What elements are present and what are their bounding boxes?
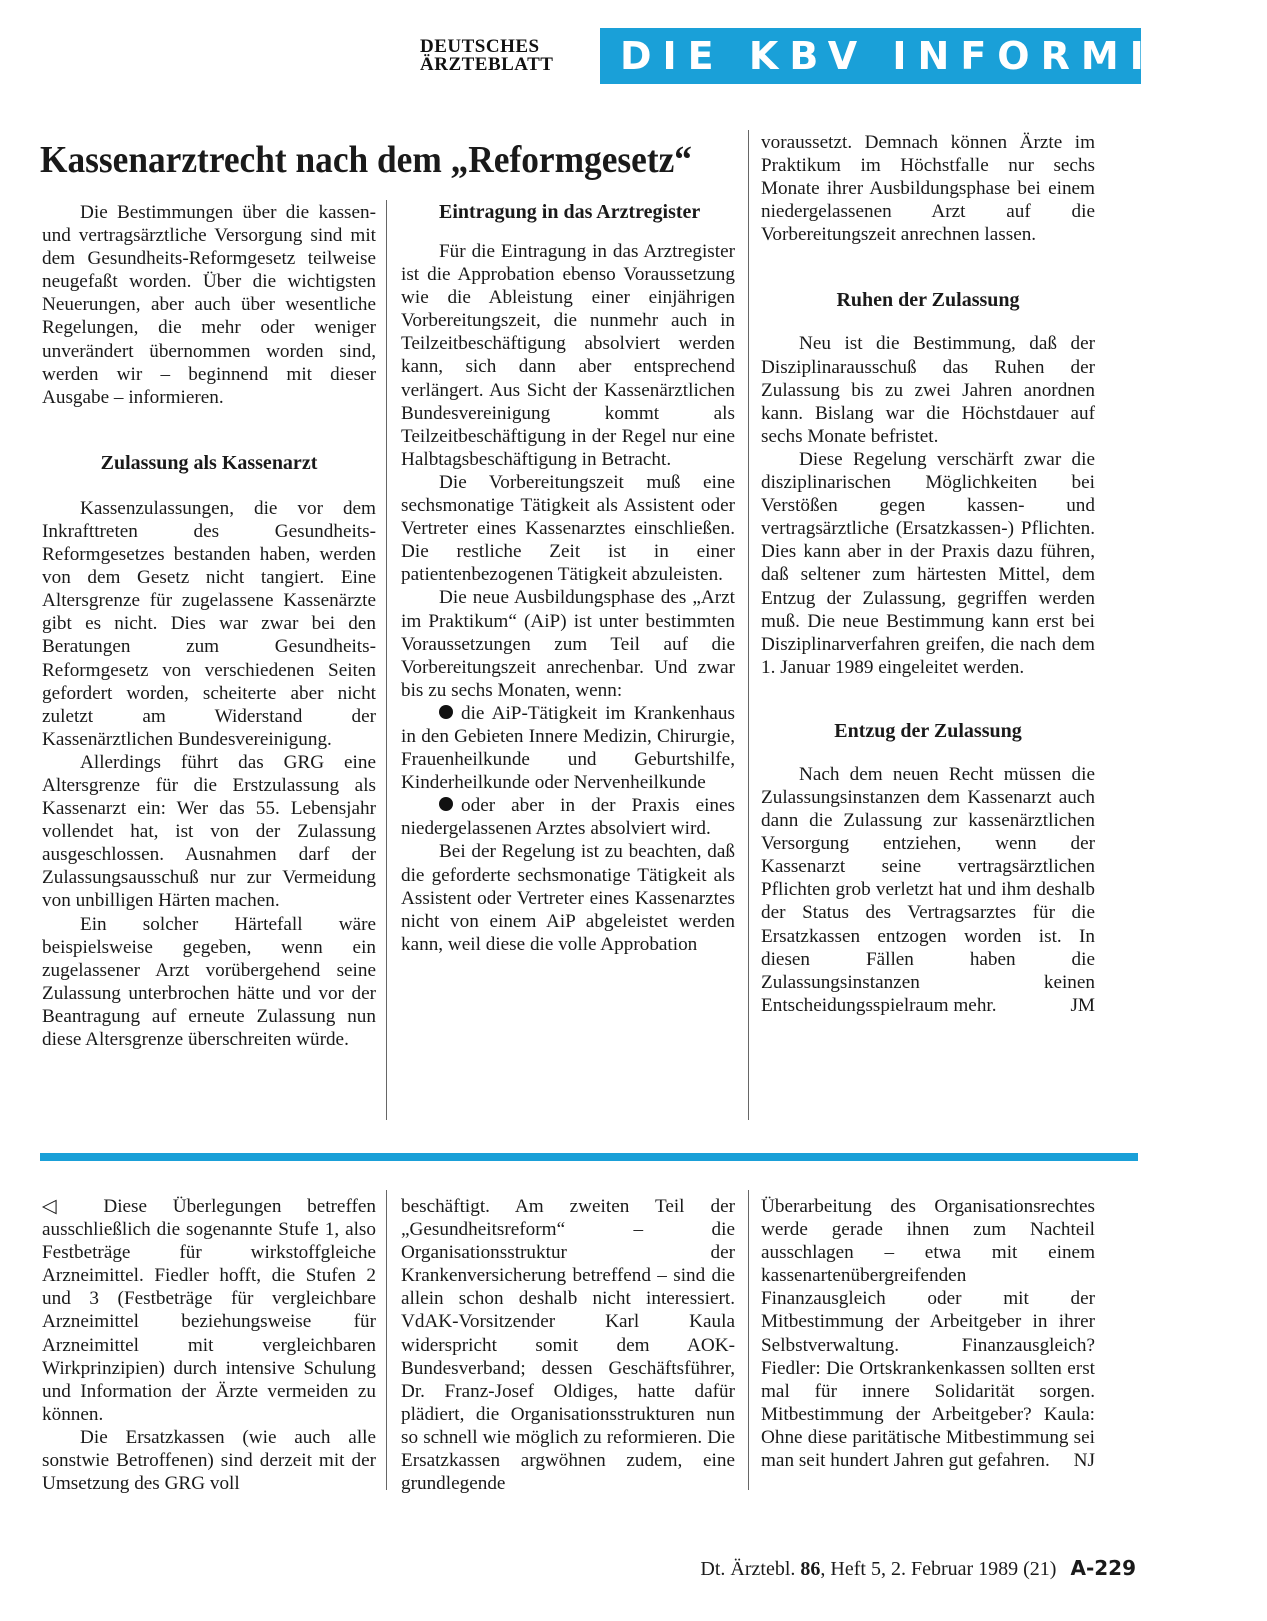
paragraph: Ein solcher Härtefall wäre beispielsweise gegeben, wenn ein zugelassener Arzt vorübergehend seine Zulassung unterbrochen hätte und vor der Beantragung auf erneute Zulassung nun diese Altersgrenze überschreiten würde. bbox=[42, 913, 376, 1050]
paragraph: Kassenzulassungen, die vor dem Inkrafttreten des Gesundheits-Reformgesetzes bestanden haben, werden von dem Gesetz nicht tangiert. Eine Altersgrenze für zugelassene Kassenärzte gibt es nicht. Dies war zwar bei den Beratungen zum Gesundheits-Reformgesetz von verschiedenen Seiten gefordert worden, scheiterte aber nicht zuletzt am Widerstand der Kassenärztlichen Bundesvereinigung. bbox=[42, 497, 376, 750]
list-item-text: oder aber in der Praxis eines niedergelassenen Arztes absolviert wird. bbox=[401, 795, 735, 840]
paragraph: Neu ist die Bestimmung, daß der Disziplinarausschuß das Ruhen der Zulassung bis zu zwei Jahren anordnen kann. Bislang war die Höchstdauer auf sechs Monate befristet. bbox=[761, 333, 1095, 447]
list-item bbox=[401, 702, 735, 794]
logo-line-1: DEUTSCHES bbox=[420, 36, 540, 57]
bullet-icon bbox=[439, 705, 453, 719]
page-footer bbox=[626, 1556, 1136, 1581]
paragraph: Diese Regelung verschärft zwar die disziplinarischen Möglichkeiten bei Verstößen gegen kassen- und vertragsärztliche (Ersatzkassen-) Pflichten. Dies kann aber in der Praxis dazu führen, daß seltener zum härtesten Mittel, dem Entzug der Zulassung, gegriffen werden muß. Die neue Bestimmung kann erst bei Disziplinarverfahren greifen, die nach dem 1. Januar 1989 eingeleitet werden. bbox=[761, 448, 1095, 678]
column-divider bbox=[748, 1190, 749, 1490]
section-banner: DIE KBV INFORMIERT bbox=[600, 28, 1141, 84]
paragraph bbox=[761, 1195, 1095, 1472]
paragraph: Allerdings führt das GRG eine Altersgrenze für die Erstzulassung als Kassenarzt ein: Wer das 55. Lebensjahr vollendet hat, ist von der Zulassung ausgeschlossen. Ausnahmen darf der Zulassungsausschuß nur zur Vermeidung von unbilligen Härten machen. bbox=[42, 751, 376, 912]
column-divider bbox=[386, 200, 387, 1120]
publication-logo bbox=[420, 38, 590, 74]
page-number: A-229 bbox=[1070, 1556, 1136, 1580]
section-heading-entzug: Entzug der Zulassung bbox=[834, 719, 1022, 742]
list-item bbox=[401, 794, 735, 840]
paragraph: ◁ Diese Überlegungen betreffen ausschließlich die sogenannte Stufe 1, also Festbeträge für wirkstoffgleiche Arzneimittel. Fiedler hofft, die Stufen 2 und 3 (Festbeträge für vergleichbare Arzneimittel beziehungsweise für Arzneimittel mit vergleichbaren Wirkprinzipien) durch intensive Schulung und Information der Ärzte vermeiden zu können. bbox=[42, 1196, 376, 1425]
column-divider bbox=[386, 1190, 387, 1490]
paragraph bbox=[761, 763, 1095, 1017]
list-item-text: die AiP-Tätigkeit im Krankenhaus in den Gebieten Innere Medizin, Chirurgie, Frauenheilkunde und Geburtshilfe, Kinderheilkunde oder Nervenheilkunde bbox=[401, 702, 735, 794]
lower-column-3 bbox=[761, 1195, 1095, 1472]
paragraph-text: Überarbeitung des Organisationsrechtes werde gerade ihnen zum Nachteil ausschlagen – etwa mit einem kassenartenübergreifenden Finanzausgleich oder mit der Mitbestimmung der Arbeitgeber in ihrer Selbstverwaltung. Finanzausgleich? Fiedler: Die Ortskrankenkassen sollten erst mal für innere Solidarität sorgen. Mitbestimmung der Arbeitgeber? Kaula: Ohne diese paritätische Mitbestimmung sei man seit hundert Jahren gut gefahren. bbox=[761, 1196, 1095, 1472]
author-signature: NJ bbox=[1073, 1450, 1095, 1472]
citation-details: , Heft 5, 2. Februar 1989 (21) bbox=[820, 1558, 1057, 1580]
article-column-3 bbox=[761, 131, 1095, 1017]
paragraph: beschäftigt. Am zweiten Teil der „Gesundheitsreform“ – die Organisationsstruktur der Krankenversicherung betreffend – sind die allein schon deshalb nicht interessiert. VdAK-Vorsitzender Karl Kaula widerspricht somit dem AOK-Bundesverband; dessen Geschäftsführer, Dr. Franz-Josef Oldiges, hatte dafür plädiert, die Organisationsstrukturen nun so schnell wie möglich zu reformieren. Die Ersatzkassen argwöhnen zudem, eine grundlegende bbox=[401, 1196, 735, 1495]
volume-number: 86 bbox=[800, 1558, 821, 1580]
section-separator bbox=[40, 1153, 1138, 1161]
paragraph: Bei der Regelung ist zu beachten, daß die geforderte sechsmonatige Tätigkeit als Assistent oder Vertreter eines Kassenarztes nicht von einem AiP abgeleistet werden kann, weil diese die volle Approbation bbox=[401, 841, 735, 955]
paragraph: Die neue Ausbildungsphase des „Arzt im Praktikum“ (AiP) ist unter bestimmten Voraussetzungen zum Teil auf die Vorbereitungszeit anrechenbar. Und zwar bis zu sechs Monaten, wenn: bbox=[401, 587, 735, 701]
paragraph: Für die Eintragung in das Arztregister ist die Approbation ebenso Voraussetzung wie die Ableistung einer einjährigen Vorbereitungszeit, die nunmehr auch in Teilzeitbeschäftigung absolviert werden kann, sich dann aber entsprechend verlängert. Aus Sicht der Kassenärztlichen Bundesvereinigung kommt als Teilzeitbeschäftigung in der Regel nur eine Halbtagsbeschäftigung in Betracht. bbox=[401, 241, 735, 470]
paragraph: Die Ersatzkassen (wie auch alle sonstwie Betroffenen) sind derzeit mit der Umsetzung des GRG voll bbox=[42, 1426, 376, 1495]
intro-paragraph: Die Bestimmungen über die kassen- und vertragsärztliche Versorgung sind mit dem Gesundheits-Reformgesetz teilweise neugefaßt worden. Über die wichtigsten Neuerungen, aber auch über wesentliche Regelungen, die mehr oder weniger unverändert übernommen worden sind, werden wir – beginnend mit dieser Ausgabe – informieren. bbox=[42, 202, 376, 408]
section-heading-zulassung: Zulassung als Kassenarzt bbox=[100, 451, 318, 474]
article-column-2 bbox=[401, 200, 735, 956]
lower-column-2 bbox=[401, 1195, 735, 1495]
section-heading-ruhen: Ruhen der Zulassung bbox=[836, 289, 1020, 312]
paragraph-text: Nach dem neuen Recht müssen die Zulassungsinstanzen dem Kassenarzt auch dann die Zulassung zur kassenärztlichen Versorgung entziehen, wenn der Kassenarzt seine vertragsärztlichen Pflichten grob verletzt hat und ihm deshalb der Status des Vertragsarztes für die Ersatzkassen entzogen worden ist. In diesen Fällen haben die Zulassungsinstanzen keinen Entscheidungsspielraum mehr. bbox=[761, 763, 1095, 1016]
article-title: Kassenarztrecht nach dem „Reformgesetz“ bbox=[40, 139, 692, 181]
article-column-1 bbox=[42, 201, 376, 1051]
citation-prefix: Dt. Ärztebl. bbox=[700, 1558, 796, 1580]
bullet-icon bbox=[439, 797, 453, 811]
paragraph: Die Vorbereitungszeit muß eine sechsmonatige Tätigkeit als Assistent oder Vertreter eines Kassenarztes einschließen. Die restliche Zeit ist in einer patientenbezogenen Tätigkeit abzuleisten. bbox=[401, 471, 735, 586]
author-signature: JM bbox=[1070, 994, 1095, 1016]
lower-column-1 bbox=[42, 1195, 376, 1495]
section-heading-arztregister: Eintragung in das Arztregister bbox=[439, 201, 701, 223]
paragraph: voraussetzt. Demnach können Ärzte im Praktikum im Höchstfalle nur sechs Monate ihrer Ausbildungsphase bei einem niedergelassenen Arzt auf die Vorbereitungszeit anrechnen lassen. bbox=[761, 132, 1095, 246]
column-divider bbox=[748, 130, 749, 1120]
logo-line-2: ÄRZTEBLATT bbox=[420, 54, 554, 75]
